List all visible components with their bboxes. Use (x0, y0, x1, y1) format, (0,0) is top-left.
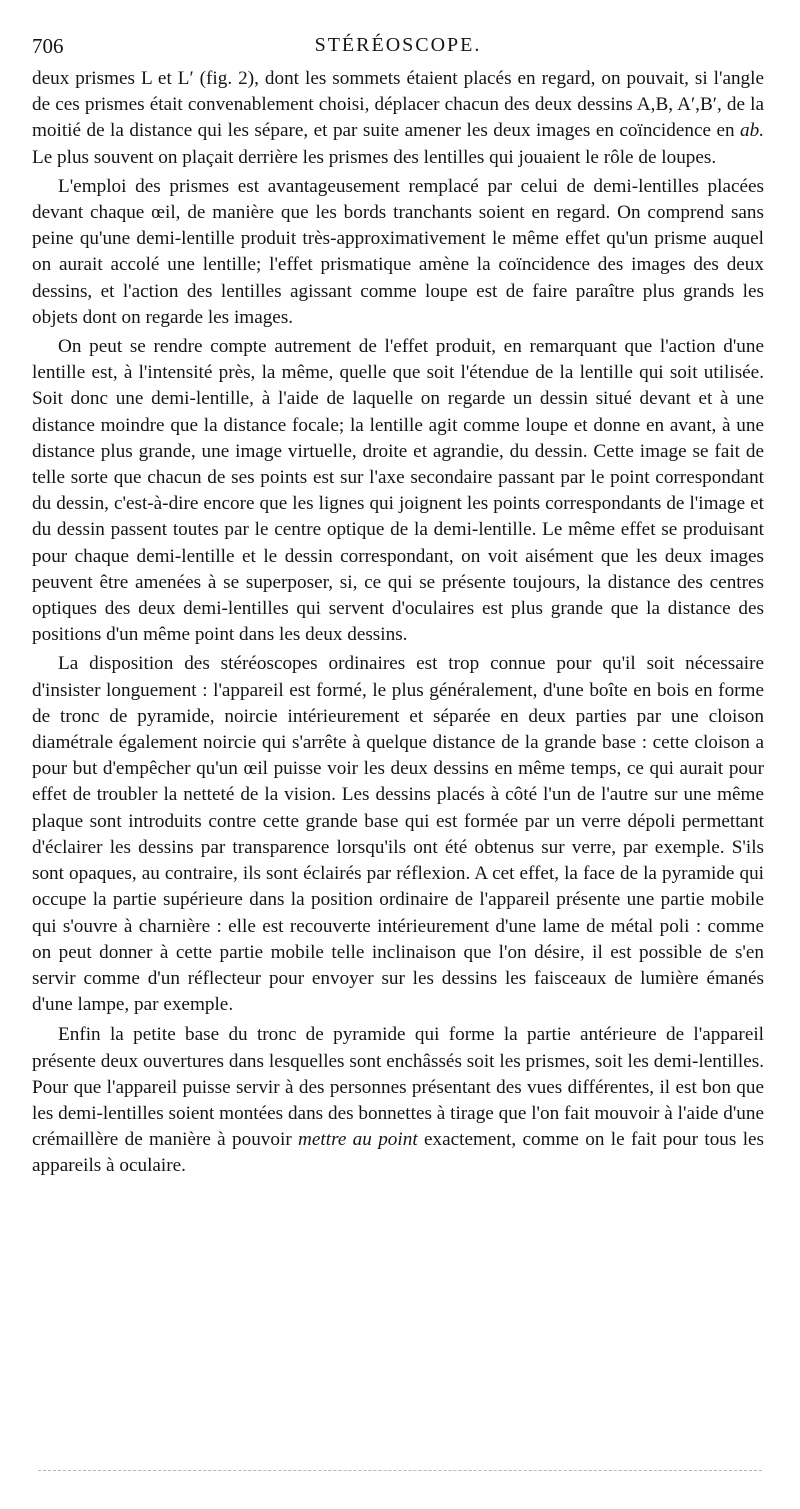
running-title: STÉRÉOSCOPE. (314, 34, 482, 56)
paragraph-5-text-start: Enfin la petite base du tronc de pyramide qui forme la partie antérieure de l'appareil présente deux ouvertures dans lesquelles sont enchâssés soit les prismes, soit les demi-lentilles. Pour que l'appareil puisse servir à des personnes présentant des vues différentes, il est bon que les demi-lentilles soient montées dans des bonnettes à tirage que l'on fait mouvoir à l'aide d'une crémaillère de manière à pouvoir (32, 1024, 764, 1151)
paragraph-2: L'emploi des prismes est avantageusement remplacé par celui de demi-lentilles placées devant chaque œil, de manière que les bords tranchants soient en regard. On comprend sans peine qu'une demi-lentille produit très-approximativement le même effet qu'un prisme auquel on aurait accolé une lentille; l'effet prismatique amène la coïncidence des images des deux dessins, et l'action des lentilles agissant comme loupe est de faire paraître plus grands les objets dont on regarde les images. (32, 175, 764, 328)
page-number: 706 (32, 34, 64, 58)
paragraph-3: On peut se rendre compte autrement de l'effet produit, en remarquant que l'action d'une lentille est, à l'intensité près, la même, quelle que soit l'étendue de la lentille qui soit utilisée. Soit donc une demi-lentille, à l'aide de laquelle on regarde un dessin situé devant et à une distance moindre que la distance focale; la lentille agit comme loupe et donne en avant, à une distance plus grande, une image virtuelle, droite et agrandie, du dessin. Cette image se fait de telle sorte que chacun de ses points est sur l'axe secondaire passant par le point correspondant du dessin, c'est-à-dire encore que les lignes qui joignent les points correspondants de l'image et du dessin passent toutes par le centre optique de la demi-lentille. Le même effet se produisant pour chaque demi-lentille et le dessin correspondant, on voit aisément que les deux images peuvent être amenées à se superposer, si, ce qui se présente toujours, la distance des centres optiques des deux demi-lentilles qui servent d'oculaires est plus grande que la distance des positions d'un même point dans les deux dessins. (32, 336, 764, 646)
paragraph-4: La disposition des stéréoscopes ordinaires est trop connue pour qu'il soit nécessaire d'insister longuement : l'appareil est formé, le plus généralement, d'une boîte en bois en forme de tronc de pyramide, noircie intérieurement et séparée en deux parties par une cloison diamétrale également noircie qui s'arrête à quelque distance de la grande base : cette cloison a pour but d'empêcher qu'un œil puisse voir les deux dessins en même temps, ce qui aurait pour effet de troubler la netteté de la vision. Les dessins placés à côté l'un de l'autre sur une même plaque sont introduits contre cette grande base qui est formée par un verre dépoli permettant d'éclairer les dessins par transparence lorsqu'ils ont été obtenus sur verre, par exemple. S'ils sont opaques, au contraire, ils sont éclairés par réflexion. A cet effet, la face de la pyramide qui occupe la partie supérieure dans la position ordinaire de l'appareil présente une partie mobile qui s'ouvre à charnière : elle est recouverte intérieurement d'une lame de métal poli : comme on peut donner à cette partie mobile telle inclinaison que l'on désire, il est possible de s'en servir comme d'un réflecteur pour envoyer sur les dessins les faisceaux de lumière émanés d'une lampe, par exemple. (32, 653, 764, 1016)
body-text (32, 66, 764, 1180)
page-header (32, 28, 764, 62)
paragraph-5-emphasis: mettre au point (298, 1129, 418, 1151)
document-page (32, 28, 764, 1183)
paragraph-5 (32, 1022, 764, 1179)
paragraph-1-text-start: deux prismes L et L′ (fig. 2), dont les sommets étaient placés en regard, on pouvait, si l'angle de ces prismes était convenablement choisi, déplacer chacun des deux dessins A,B, A′,B′, de la moitié de la distance qui les sépare, et par suite amener les deux images en coïncidence en (32, 68, 764, 142)
paragraph-1-text-end: Le plus souvent on plaçait derrière les prismes des lentilles qui jouaient le rôle de loupes. (32, 146, 717, 168)
paragraph-1 (32, 66, 764, 171)
paragraph-1-emphasis: ab. (740, 120, 764, 142)
footer-rule (38, 1470, 762, 1471)
paragraph-5-text-end: exactement, comme on le fait pour tous les appareils à oculaire. (32, 1129, 765, 1177)
